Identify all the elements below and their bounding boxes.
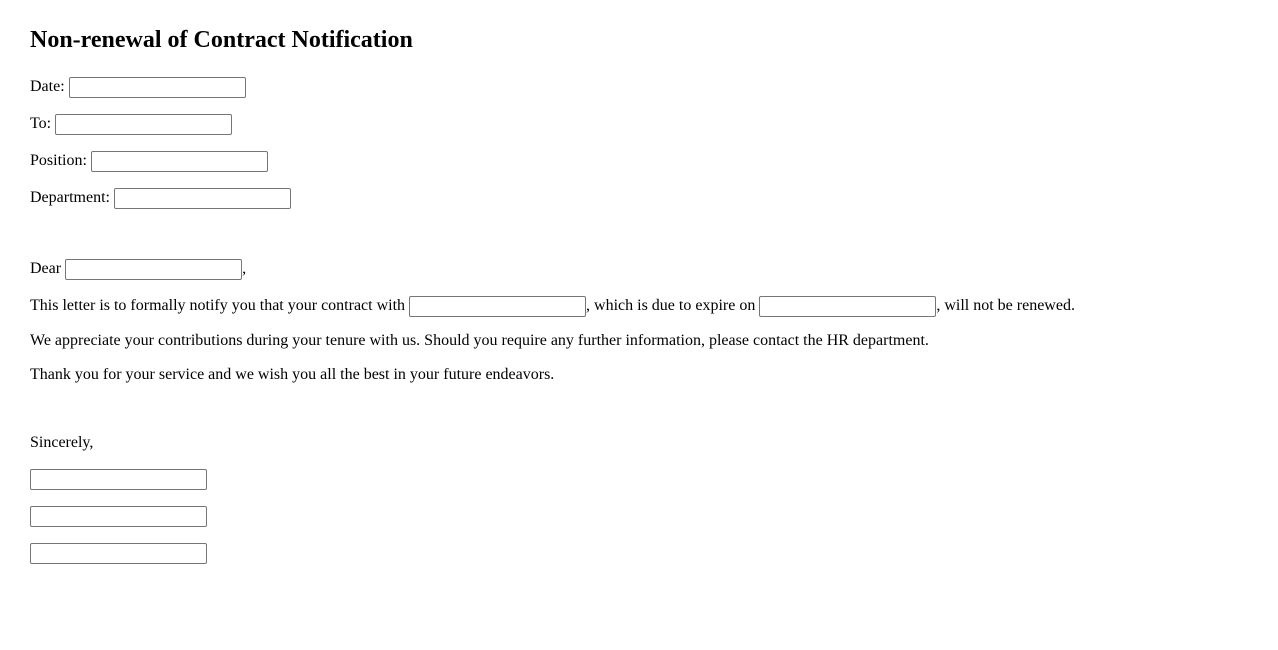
position-row bbox=[30, 149, 1248, 172]
body-paragraph-2: We appreciate your contributions during your tenure with us. Should you require any further information, please contact the HR department. bbox=[30, 332, 929, 349]
position-label: Position: bbox=[30, 152, 87, 169]
signature-input-2[interactable] bbox=[30, 506, 207, 527]
page-title: Non-renewal of Contract Notification bbox=[30, 27, 413, 53]
department-row bbox=[30, 186, 1248, 209]
signature-row bbox=[30, 467, 1248, 490]
date-label: Date: bbox=[30, 78, 65, 95]
signature-input-1[interactable] bbox=[30, 469, 207, 490]
signature-row bbox=[30, 504, 1248, 527]
department-label: Department: bbox=[30, 189, 110, 206]
salutation-row bbox=[30, 257, 1248, 280]
expiry-date-input[interactable] bbox=[759, 296, 936, 317]
position-input[interactable] bbox=[91, 151, 268, 172]
closing-text: Sincerely, bbox=[30, 434, 94, 451]
recipient-name-input[interactable] bbox=[65, 259, 242, 280]
date-row bbox=[30, 75, 1248, 98]
blank-line bbox=[30, 399, 1248, 419]
salutation-prefix: Dear bbox=[30, 260, 62, 277]
salutation-suffix: , bbox=[242, 260, 247, 277]
date-input[interactable] bbox=[69, 77, 246, 98]
to-row bbox=[30, 112, 1248, 135]
to-input[interactable] bbox=[55, 114, 232, 135]
body1-between: , which is due to expire on bbox=[586, 297, 756, 314]
company-input[interactable] bbox=[409, 296, 586, 317]
signature-row bbox=[30, 541, 1248, 564]
body-paragraph-1 bbox=[30, 294, 1248, 317]
to-label: To: bbox=[30, 115, 52, 132]
blank-line bbox=[30, 223, 1248, 243]
body-paragraph-3: Thank you for your service and we wish you all the best in your future endeavors. bbox=[30, 366, 555, 383]
department-input[interactable] bbox=[114, 188, 291, 209]
body1-before-company: This letter is to formally notify you that your contract with bbox=[30, 297, 406, 314]
signature-input-3[interactable] bbox=[30, 543, 207, 564]
body1-after: , will not be renewed. bbox=[936, 297, 1075, 314]
